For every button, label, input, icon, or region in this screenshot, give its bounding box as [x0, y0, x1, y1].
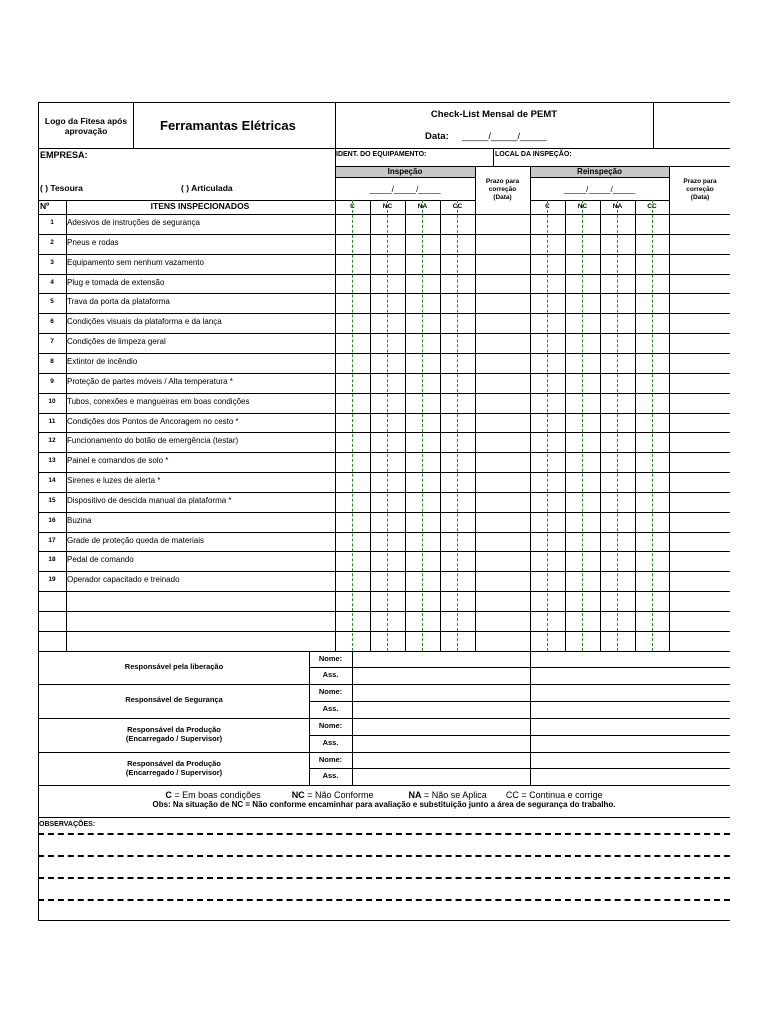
nome-field[interactable] [352, 752, 730, 769]
reinspecao-prazo-cell[interactable] [669, 631, 730, 651]
signature-role-line: Responsável da Produção [127, 725, 221, 735]
row-divider [38, 651, 730, 652]
item-number: 3 [50, 258, 54, 266]
check-col-guide [652, 200, 653, 651]
inspecao-prazo-cell[interactable] [475, 214, 530, 234]
legend-line [38, 790, 730, 800]
signature-mid-divider [309, 667, 730, 668]
item-number: 14 [48, 477, 56, 485]
item-description: Dispositivo de descida manual da plataforma * [67, 495, 232, 505]
row-divider [38, 571, 730, 572]
bottom-border [38, 920, 730, 921]
inspecao-prazo-cell[interactable] [475, 472, 530, 492]
row-divider [38, 353, 730, 354]
check-col-divider [405, 200, 406, 651]
signature-mid-divider [309, 768, 730, 769]
item-number: 8 [50, 357, 54, 365]
item-description: Painel e comandos de solo * [67, 456, 169, 466]
legend-na-text: = Não se Aplica [421, 790, 487, 800]
inspecao-col-c: C [350, 203, 355, 210]
check-col-divider [600, 200, 601, 651]
item-number: 2 [50, 238, 54, 246]
reinspecao-prazo-cell[interactable] [669, 214, 730, 234]
prazo-line-1: Prazo para [683, 178, 717, 185]
inspecao-prazo-cell[interactable] [475, 551, 530, 571]
signature-role [38, 662, 310, 671]
inspecao-prazo-cell[interactable] [475, 591, 530, 611]
prazo-line-3: (Data) [690, 194, 710, 202]
articulada-option[interactable]: ( ) Articulada [181, 183, 233, 193]
signature-role-line: Responsável pela liberação [124, 661, 224, 671]
reinspecao-prazo-cell[interactable] [669, 532, 730, 552]
table-row [38, 611, 730, 631]
inspecao-prazo-cell[interactable] [475, 313, 530, 333]
inspecao-prazo-cell[interactable] [475, 611, 530, 631]
inspecao-prazo-cell[interactable] [475, 492, 530, 512]
ident-equipamento-label: IDENT. DO EQUIPAMENTO: [336, 151, 427, 158]
check-col-guide [582, 200, 583, 651]
items-col-divider [335, 200, 336, 651]
reinspecao-prazo-cell[interactable] [669, 472, 730, 492]
observacoes-label: OBSERVAÇÕES: [39, 821, 96, 828]
reinspecao-header-divider [530, 177, 669, 178]
item-number: 13 [48, 457, 56, 465]
row-divider [38, 512, 730, 513]
row-divider [38, 254, 730, 255]
ass-label: Ass. [322, 670, 339, 680]
item-description: Sirenes e luzes de alerta * [67, 476, 161, 486]
inspecao-prazo-cell[interactable] [475, 631, 530, 651]
reinspecao-prazo-cell[interactable] [669, 512, 730, 532]
inspecao-header-divider [335, 177, 475, 178]
legend-na-key: NA [408, 790, 422, 800]
item-description: Grade de proteção queda de materiais [67, 535, 204, 545]
observacoes-line[interactable] [38, 855, 730, 857]
signature-role [38, 759, 310, 777]
signature-divider [38, 684, 730, 685]
item-number: 1 [50, 219, 54, 226]
row-divider [38, 234, 730, 235]
row-divider [38, 333, 730, 334]
item-description: Buzina [67, 515, 92, 525]
signature-mid-divider [309, 735, 730, 736]
row-divider [38, 611, 730, 612]
table-row [38, 234, 730, 254]
title-divider [335, 102, 336, 148]
logo-divider [133, 102, 134, 148]
inspecao-prazo-cell[interactable] [475, 333, 530, 353]
info-left-divider [335, 148, 336, 200]
prazo-line-2: correção [686, 186, 714, 194]
reinspecao-prazo-cell[interactable] [669, 254, 730, 274]
row-divider [38, 274, 730, 275]
table-row [38, 472, 730, 492]
table-row [38, 591, 730, 611]
nome-label: Nome: [318, 653, 343, 663]
reinspecao-prazo-cell[interactable] [669, 313, 730, 333]
table-row [38, 254, 730, 274]
table-row [38, 393, 730, 413]
observacoes-line[interactable] [38, 899, 730, 901]
signature-field-divider [352, 651, 353, 786]
inspecao-prazo-cell[interactable] [475, 254, 530, 274]
item-number: 18 [48, 556, 56, 564]
item-description: Plug e tomada de extensão [67, 277, 165, 287]
number-col-divider [66, 200, 67, 651]
reinspecao-col-cc: CC [647, 203, 657, 210]
legend-c-key: C [165, 790, 172, 800]
prazo-right [530, 166, 531, 651]
inspecao-prazo-cell[interactable] [475, 234, 530, 254]
reinspecao-prazo-cell[interactable] [669, 293, 730, 313]
table-row [38, 532, 730, 552]
signature-divider [38, 785, 730, 786]
signature-role-line: Responsável de Segurança [125, 695, 223, 705]
nome-field[interactable] [352, 684, 730, 701]
row-divider [38, 432, 730, 433]
check-col-guide [617, 200, 618, 651]
check-col-guide [457, 200, 458, 651]
prazo-line-2: correção [488, 186, 517, 194]
item-description: Tubos, conexões e mangueiras em boas condições [67, 396, 250, 406]
nome-field[interactable] [352, 651, 730, 668]
nome-label: Nome: [318, 754, 343, 764]
item-number: 11 [48, 417, 56, 425]
reinspecao-prazo-cell[interactable] [669, 611, 730, 631]
item-description: Pneus e rodas [67, 237, 119, 247]
item-number: 4 [50, 278, 54, 286]
signature-divider [38, 752, 730, 753]
prazo-line-3: (Data) [493, 194, 512, 202]
table-row [38, 551, 730, 571]
ass-field[interactable] [352, 768, 730, 785]
ass-label: Ass. [322, 737, 339, 747]
legend-nc-text: = Não Conforme [304, 790, 374, 800]
check-col-guide [547, 200, 548, 651]
ident-local-divider [493, 148, 494, 166]
table-row [38, 353, 730, 373]
table-row [38, 512, 730, 532]
inspecao-prazo-cell[interactable] [475, 452, 530, 472]
table-row [38, 313, 730, 333]
reinspecao-prazo-label [670, 178, 730, 202]
item-description: Proteção de partes móveis / Alta temperatura * [67, 376, 233, 386]
reinspecao-right [669, 166, 670, 651]
item-number: 17 [48, 536, 56, 544]
table-row [38, 274, 730, 294]
header-divider [38, 148, 730, 149]
date-label: Data: [425, 131, 449, 142]
table-row [38, 631, 730, 651]
type-row-divider [38, 200, 335, 201]
reinspecao-prazo-cell[interactable] [669, 373, 730, 393]
inspecao-right [475, 166, 476, 651]
legend-divider [38, 817, 730, 818]
inspecao-prazo-cell[interactable] [475, 353, 530, 373]
item-description: Equipamento sem nenhum vazamento [67, 257, 204, 267]
item-description: Funcionamento do botão de emergência (testar) [67, 436, 239, 446]
item-description: Condições de limpeza geral [67, 337, 166, 347]
form-title: Ferramantas Elétricas [160, 118, 296, 133]
inspecao-prazo-cell[interactable] [475, 432, 530, 452]
row-divider [38, 293, 730, 294]
inspecao-col-cc: CC [452, 203, 463, 210]
reinspecao-prazo-cell[interactable] [669, 432, 730, 452]
reinspecao-col-na: NA [612, 203, 623, 210]
itens-inspecionados-header: ITENS INSPECIONADOS [150, 201, 250, 211]
table-row [38, 373, 730, 393]
row-divider [38, 631, 730, 632]
empresa-label: EMPRESA: [40, 150, 88, 160]
checklist-divider [653, 102, 654, 148]
reinspecao-prazo-cell[interactable] [669, 234, 730, 254]
row-divider [38, 472, 730, 473]
table-row [38, 571, 730, 591]
item-number: 9 [50, 377, 54, 385]
inspecao-prazo-cell[interactable] [475, 373, 530, 393]
reinspecao-prazo-cell[interactable] [669, 452, 730, 472]
inspecao-prazo-cell[interactable] [475, 512, 530, 532]
prazo-line-1: Prazo para [485, 178, 520, 185]
left-border [38, 102, 39, 920]
check-col-divider [370, 200, 371, 651]
ass-field[interactable] [352, 735, 730, 752]
inspecao-prazo-cell[interactable] [475, 413, 530, 433]
observacoes-line[interactable] [38, 833, 730, 835]
signature-split-divider [530, 651, 531, 786]
inspecao-prazo-label [476, 178, 529, 202]
reinspecao-prazo-cell[interactable] [669, 551, 730, 571]
info-divider [335, 166, 730, 167]
reinspecao-col-c: C [545, 203, 550, 210]
row-divider [38, 373, 730, 374]
date-field[interactable]: _____/_____/_____ [462, 131, 547, 142]
column-header-divider [38, 214, 730, 215]
reinspecao-label: Reinspeção [577, 167, 622, 176]
item-number: 10 [48, 397, 56, 405]
signature-label-divider [309, 651, 310, 786]
item-description: Adesivos de instruções de segurança [67, 218, 200, 227]
reinspecao-prazo-cell[interactable] [669, 492, 730, 512]
signature-divider [38, 718, 730, 719]
signature-role-line: (Encarregado / Supervisor) [125, 734, 223, 744]
row-divider [38, 532, 730, 533]
item-number: 16 [48, 516, 56, 524]
inspecao-prazo-cell[interactable] [475, 532, 530, 552]
nome-label: Nome: [318, 721, 343, 731]
table-row [38, 492, 730, 512]
check-col-guide [387, 200, 388, 651]
item-description: Trava da porta da plataforma [67, 297, 170, 307]
check-col-divider [565, 200, 566, 651]
nome-label: Nome: [318, 687, 343, 697]
row-divider [38, 591, 730, 592]
inspecao-col-na: NA [417, 203, 428, 210]
reinspecao-prazo-cell[interactable] [669, 571, 730, 591]
item-description: Extintor de incêndio [67, 356, 138, 366]
item-number: 5 [50, 298, 54, 306]
logo-placeholder-text: Logo da Fitesa após aprovação [44, 116, 128, 137]
signature-role-line: Responsável da Produção [127, 758, 221, 768]
signature-role [38, 725, 310, 743]
signature-role-line: (Encarregado / Supervisor) [125, 767, 223, 777]
numero-header: Nº [40, 201, 50, 211]
reinspecao-date-field[interactable]: _____/_____/_____ [563, 185, 636, 194]
reinspecao-prazo-cell[interactable] [669, 333, 730, 353]
top-border [38, 102, 730, 103]
signature-role [38, 695, 310, 704]
legend-cc-text: CC = Continua e corrige [505, 790, 603, 800]
table-row [38, 432, 730, 452]
table-row [38, 333, 730, 353]
row-divider [38, 452, 730, 453]
local-inspecao-label: LOCAL DA INSPEÇÃO: [495, 151, 572, 158]
table-row [38, 214, 730, 234]
tesoura-option[interactable]: ( ) Tesoura [40, 183, 83, 193]
row-divider [38, 313, 730, 314]
reinspecao-prazo-cell[interactable] [669, 353, 730, 373]
inspecao-col-nc: NC [382, 203, 393, 210]
inspecao-prazo-cell[interactable] [475, 393, 530, 413]
ass-field[interactable] [352, 667, 730, 684]
legend-nc-key: NC [291, 790, 305, 800]
observacoes-line[interactable] [38, 877, 730, 879]
item-description: Condições visuais da plataforma e da lança [67, 317, 222, 327]
ass-field[interactable] [352, 701, 730, 718]
reinspecao-prazo-cell[interactable] [669, 413, 730, 433]
reinspecao-prazo-cell[interactable] [669, 274, 730, 294]
check-col-divider [440, 200, 441, 651]
item-number: 12 [48, 437, 56, 445]
table-row [38, 452, 730, 472]
table-row [38, 293, 730, 313]
inspecao-date-field[interactable]: _____/_____/_____ [369, 185, 441, 194]
item-number: 6 [50, 318, 54, 326]
legend-obs: Obs: Na situação de NC = Não conforme encaminhar para avaliação e substituição junto a área de segurança do trabalho. [152, 800, 616, 809]
item-number: 19 [48, 576, 56, 584]
row-divider [38, 551, 730, 552]
legend-c-text: = Em boas condições [171, 790, 261, 800]
item-description: Pedal de comando [67, 555, 134, 565]
item-number: 7 [50, 338, 54, 346]
nome-field[interactable] [352, 718, 730, 735]
row-divider [38, 393, 730, 394]
check-col-guide [422, 200, 423, 651]
reinspecao-col-nc: NC [577, 203, 588, 210]
inspecao-prazo-cell[interactable] [475, 293, 530, 313]
check-col-guide [352, 200, 353, 651]
reinspecao-prazo-cell[interactable] [669, 393, 730, 413]
row-divider [38, 413, 730, 414]
table-row [38, 413, 730, 433]
checklist-title: Check-List Mensal de PEMT [430, 109, 558, 120]
item-number: 15 [48, 496, 56, 504]
inspecao-prazo-cell[interactable] [475, 274, 530, 294]
item-description: Operador capacitado e treinado [67, 575, 180, 585]
row-divider [38, 492, 730, 493]
reinspecao-prazo-cell[interactable] [669, 591, 730, 611]
inspecao-prazo-cell[interactable] [475, 571, 530, 591]
signature-mid-divider [309, 701, 730, 702]
ass-label: Ass. [322, 704, 339, 714]
ass-label: Ass. [322, 771, 339, 781]
inspecao-label: Inspeção [387, 167, 423, 176]
item-description: Condições dos Pontos de Ancoragem no cesto * [67, 416, 239, 426]
check-col-divider [635, 200, 636, 651]
